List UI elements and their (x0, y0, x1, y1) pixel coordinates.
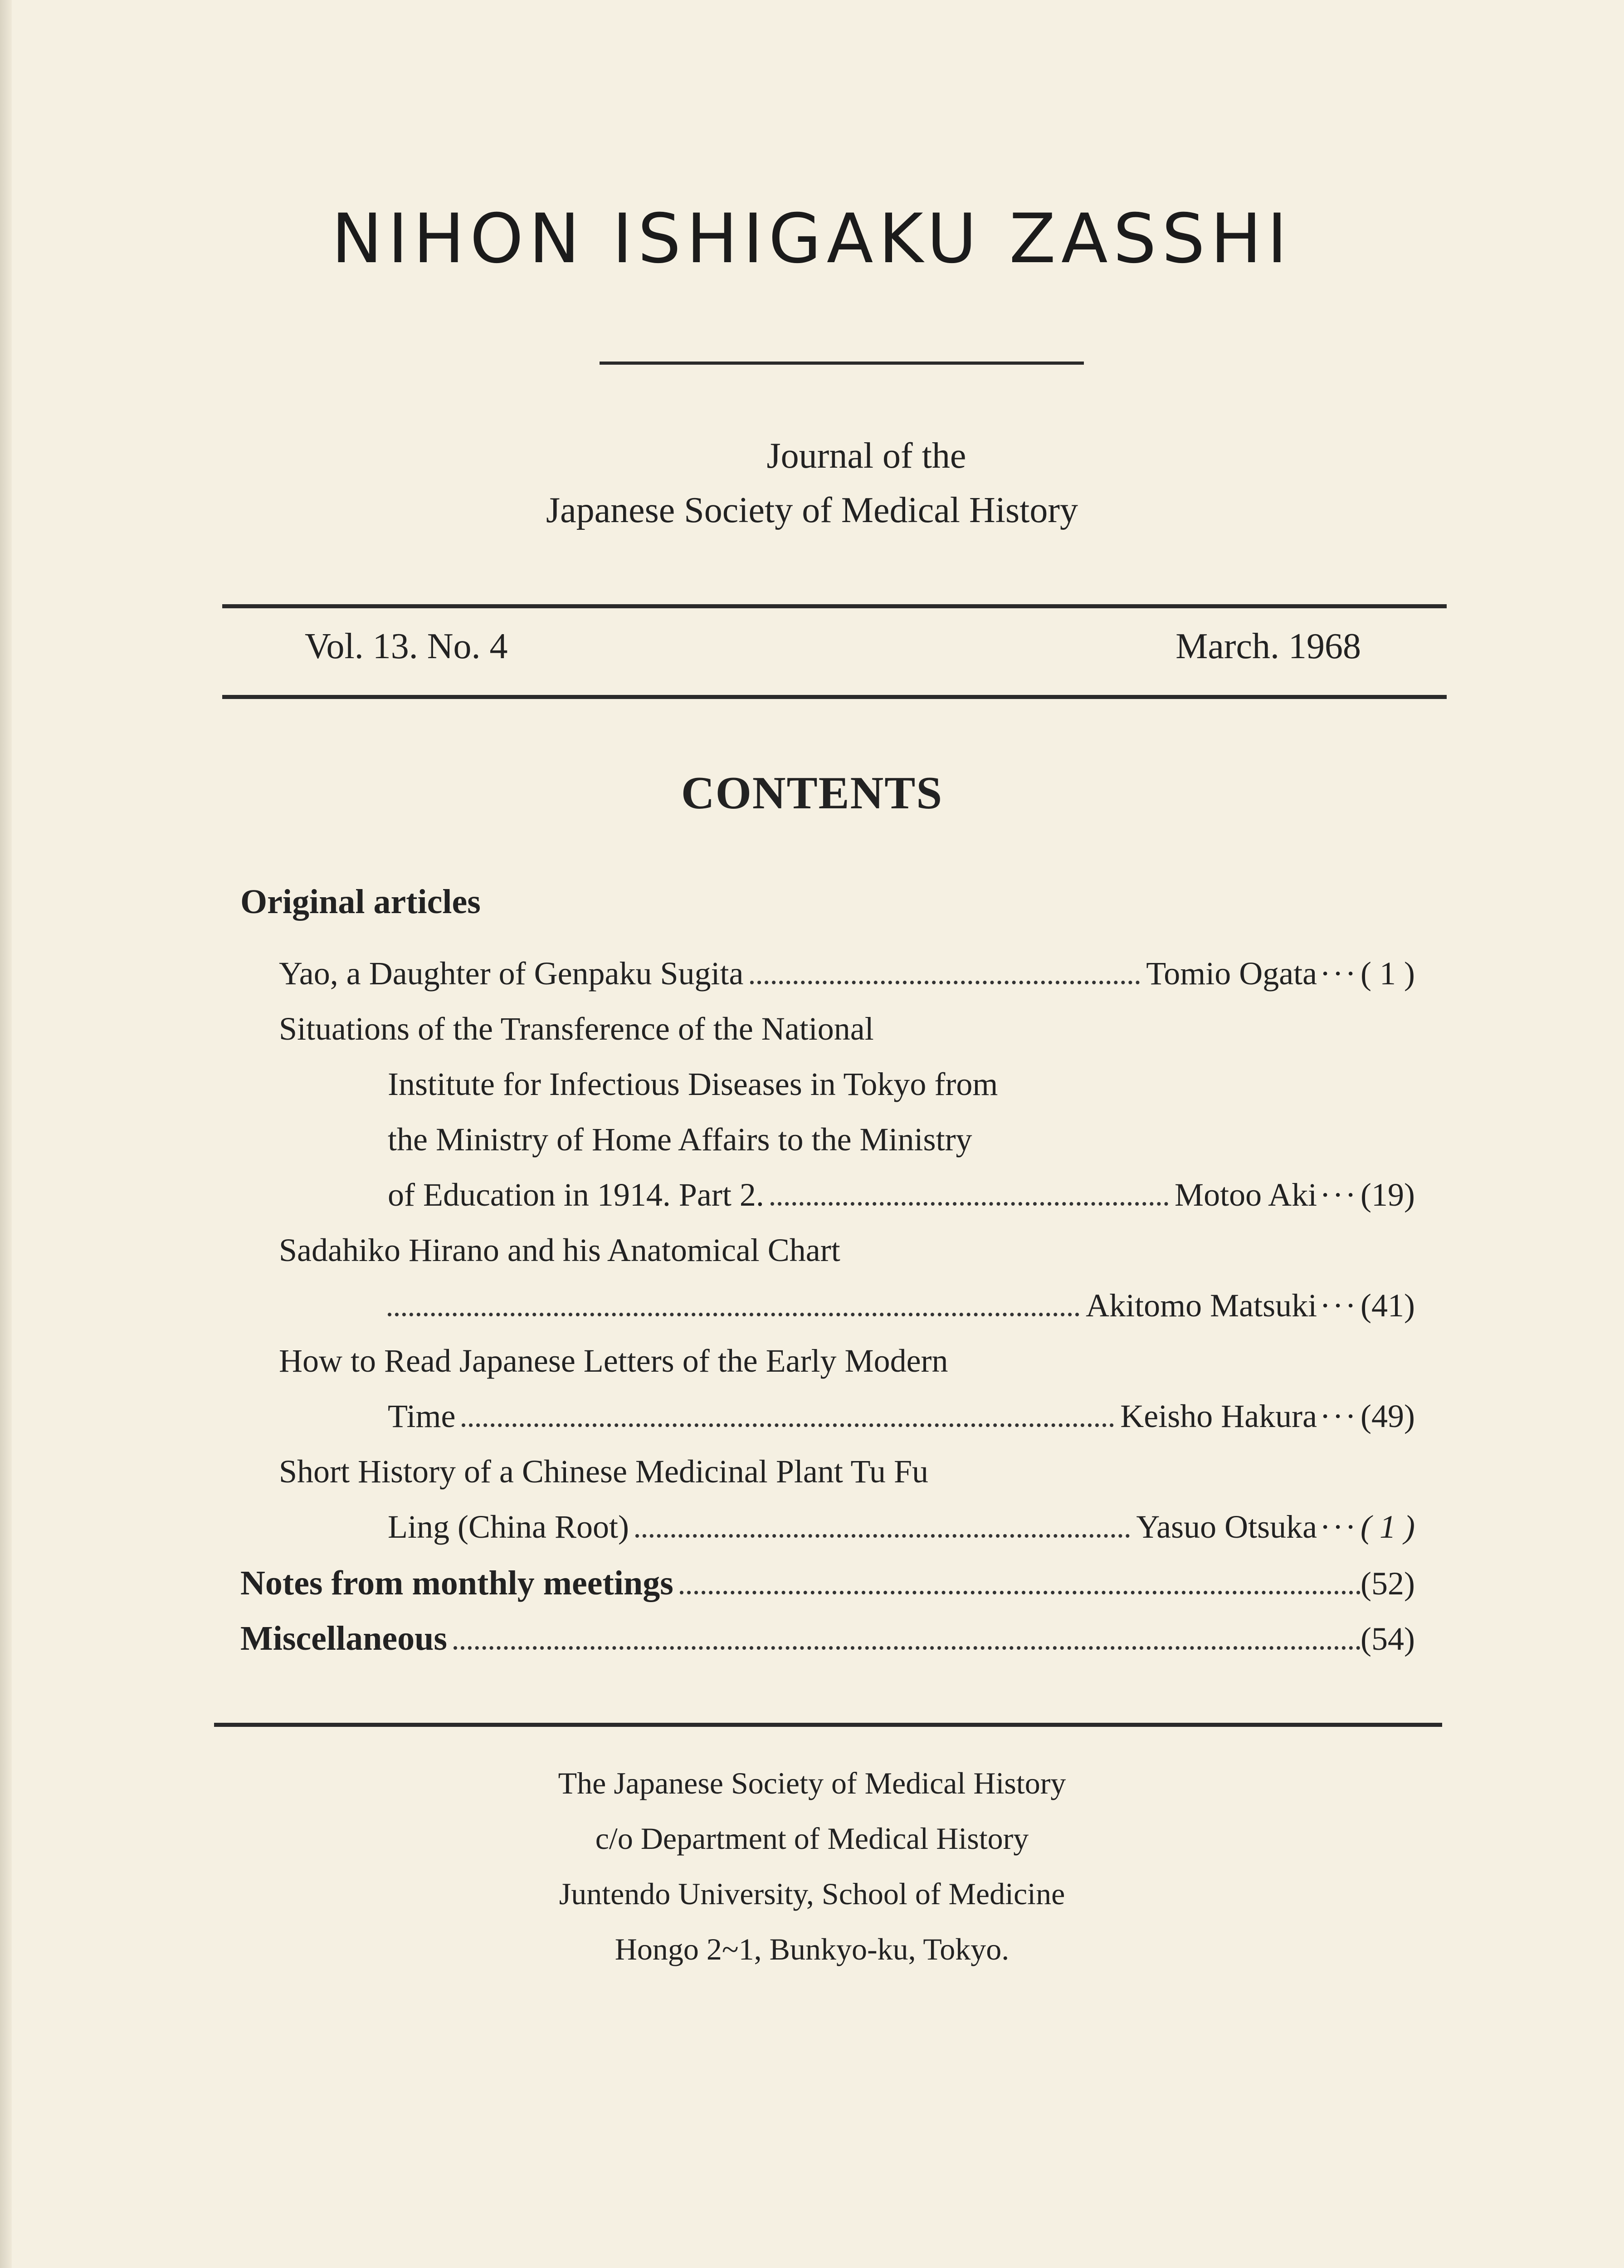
section-original-articles: Original articles (240, 883, 481, 921)
footer-line-2: c/o Department of Medical History (595, 1821, 1029, 1856)
section-label: Miscellaneous (240, 1619, 447, 1657)
toc-entry-article-5-line-2[interactable] (240, 1508, 1415, 1563)
toc-entry-notes[interactable] (240, 1564, 1415, 1618)
journal-title: NIHON ISHIGAKU ZASSHI (331, 200, 1293, 279)
contents-heading: CONTENTS (681, 767, 943, 819)
article-author: Tomio Ogata (1146, 955, 1317, 992)
dot-leader (462, 1423, 1114, 1427)
section-label: Notes from monthly meetings (240, 1564, 673, 1602)
dot-leader (750, 981, 1140, 984)
toc-entry-article-1[interactable] (240, 955, 1415, 1009)
article-title: the Ministry of Home Affairs to the Ministry (388, 1121, 972, 1158)
article-author: Keisho Hakura (1120, 1398, 1317, 1434)
title-rule (600, 362, 1084, 365)
subtitle-line-2: Japanese Society of Medical History (546, 490, 1078, 530)
page-number: (54) (1361, 1621, 1415, 1657)
publisher-address (0, 1755, 1624, 1977)
article-title: Situations of the Transference of the National (279, 1011, 874, 1047)
toc-entry-article-3-line-2[interactable] (240, 1287, 1415, 1341)
toc-entry-article-2-line-1[interactable] (240, 1010, 1415, 1065)
article-title: Short History of a Chinese Medicinal Plant Tu Fu (279, 1453, 929, 1490)
footer-line-3: Juntendo University, School of Medicine (559, 1877, 1065, 1911)
toc-entry-article-4-line-2[interactable] (240, 1398, 1415, 1452)
page-number: ( 1 ) (1361, 955, 1415, 992)
separator-dots: ··· (1320, 1287, 1358, 1324)
page-number: (19) (1361, 1177, 1415, 1213)
separator-dots: ··· (1320, 955, 1358, 992)
article-title: Sadahiko Hirano and his Anatomical Chart (279, 1232, 840, 1268)
toc-entry-article-2-line-2 (240, 1066, 1415, 1120)
toc-entry-article-4-line-1[interactable] (240, 1342, 1415, 1397)
footer-line-1: The Japanese Society of Medical History (558, 1766, 1066, 1800)
footer-line-4: Hongo 2~1, Bunkyo-ku, Tokyo. (614, 1932, 1010, 1966)
article-title: Yao, a Daughter of Genpaku Sugita (279, 955, 744, 992)
article-author: Yasuo Otsuka (1136, 1509, 1317, 1545)
issue-rule-bottom (222, 695, 1447, 699)
article-title: of Education in 1914. Part 2. (388, 1177, 764, 1213)
issue-date: March. 1968 (1175, 626, 1361, 666)
article-author: Akitomo Matsuki (1086, 1287, 1317, 1324)
dot-leader (388, 1313, 1079, 1316)
article-author: Motoo Aki (1175, 1177, 1317, 1213)
toc-entry-article-5-line-1[interactable] (240, 1453, 1415, 1507)
toc-entry-article-3-line-1[interactable] (240, 1232, 1415, 1286)
article-title: Time (388, 1398, 456, 1434)
separator-dots: ··· (1320, 1398, 1358, 1434)
issue-rule-top (222, 604, 1447, 608)
toc-entry-article-2-line-3 (240, 1121, 1415, 1175)
separator-dots: ··· (1320, 1177, 1358, 1213)
separator-dots: ··· (1320, 1509, 1358, 1545)
dot-leader (680, 1591, 1361, 1594)
subtitle-line-1: Journal of the (766, 436, 966, 476)
page-number: (49) (1361, 1398, 1415, 1434)
volume-number: Vol. 13. No. 4 (305, 626, 508, 666)
toc-entry-miscellaneous[interactable] (240, 1619, 1415, 1673)
article-title: Ling (China Root) (388, 1509, 629, 1545)
dot-leader (771, 1202, 1168, 1206)
dot-leader (454, 1646, 1361, 1650)
footer-rule (214, 1723, 1442, 1727)
dot-leader (635, 1534, 1130, 1538)
article-title: How to Read Japanese Letters of the Early Modern (279, 1343, 948, 1379)
page-number: (52) (1361, 1565, 1415, 1602)
journal-subtitle (0, 429, 1624, 538)
page-number: (41) (1361, 1287, 1415, 1324)
page-number: ( 1 ) (1361, 1509, 1415, 1545)
toc-entry-article-2-line-4[interactable] (240, 1176, 1415, 1231)
article-title: Institute for Infectious Diseases in Tokyo from (388, 1066, 998, 1102)
